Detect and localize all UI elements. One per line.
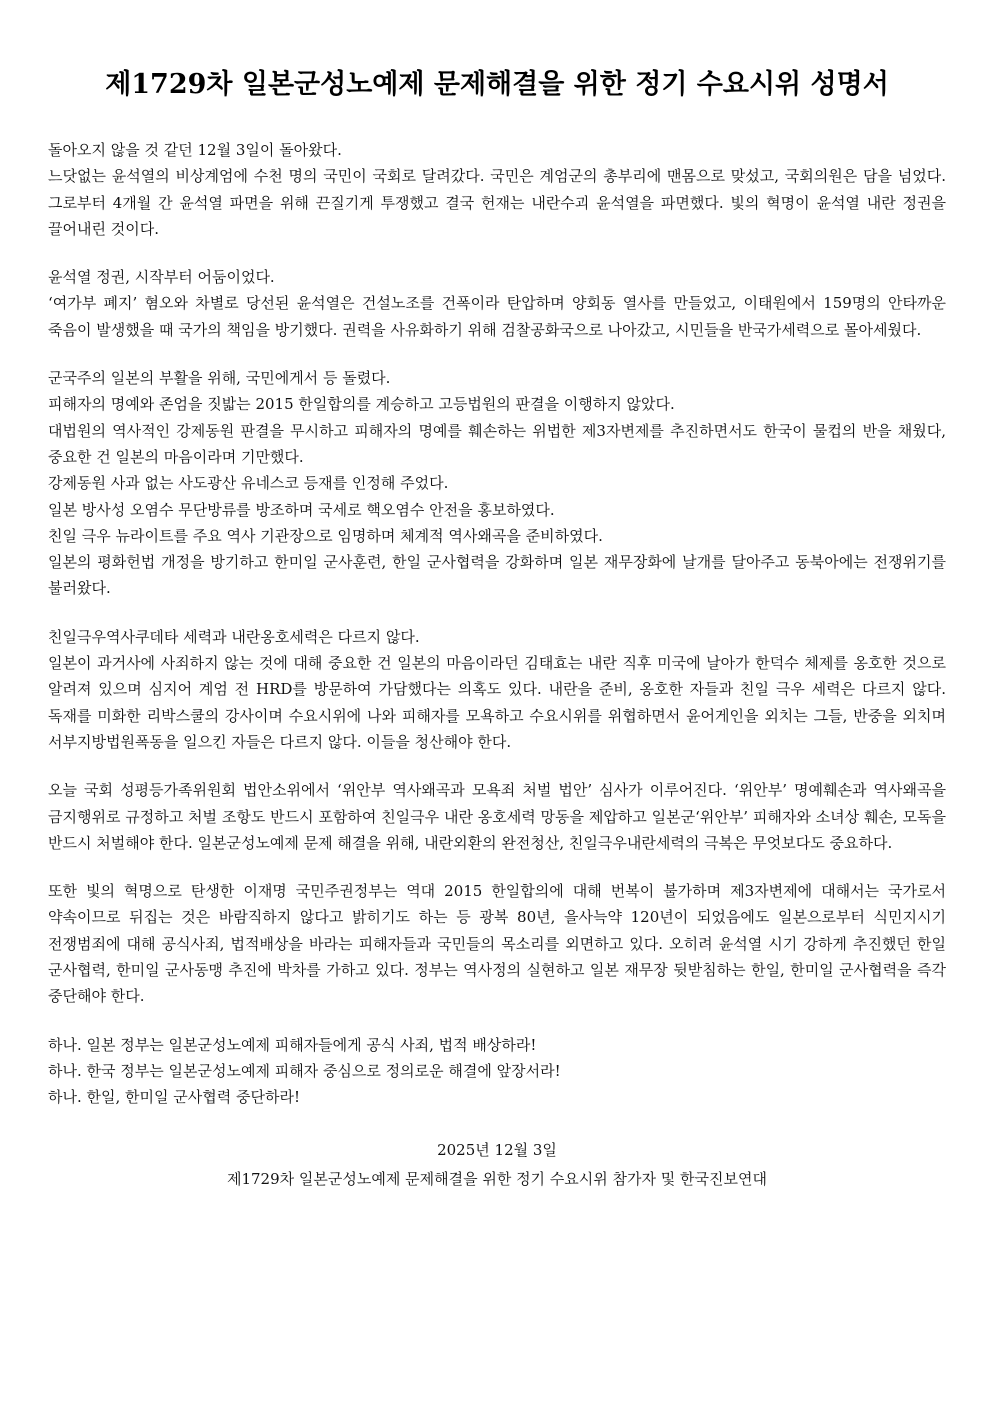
section-lead: 군국주의 일본의 부활을 위해, 국민에게서 등 돌렸다. bbox=[48, 369, 391, 388]
section-4 bbox=[48, 624, 946, 755]
section-line: 피해자의 명예와 존엄을 짓밟는 2015 한일합의를 계승하고 고등법원의 판결을 이행하지 않았다. bbox=[48, 395, 675, 414]
slogan-item: 하나. 한국 정부는 일본군성노예제 피해자 중심으로 정의로운 해결에 앞장서라! bbox=[48, 1061, 561, 1080]
section-line: 일본의 평화헌법 개정을 방기하고 한미일 군사훈련, 한일 군사협력을 강화하며 일본 재무장화에 날개를 달아주고 동북아에는 전쟁위기를 불러왔다. bbox=[48, 553, 946, 598]
section-body: 느닷없는 윤석열의 비상계엄에 수천 명의 국민이 국회로 달려갔다. 국민은 계엄군의 총부리에 맨몸으로 맞섰고, 국회의원은 담을 넘었다. 그로부터 4개월 간 윤석열 파면을 위해 끈질기게 투쟁했고 결국 헌재는 내란수괴 윤석열을 파면했다. 빛의 혁명이 윤석열 내란 정권을 끌어내린 것이다. bbox=[48, 167, 946, 238]
section-2 bbox=[48, 264, 946, 343]
section-line: 일본 방사성 오염수 무단방류를 방조하며 국세로 핵오염수 안전을 홍보하였다. bbox=[48, 500, 555, 519]
section-body: 또한 빛의 혁명으로 탄생한 이재명 국민주권정부는 역대 2015 한일합의에 대해 번복이 불가하며 제3자변제에 대해서는 국가로서 약속이므로 뒤집는 것은 바람직하지 않다고 밝히기도 하는 등 광복 80년, 을사늑약 120년이 되었음에도 일본으로부터 식민지시기 전쟁범죄에 대해 공식사죄, 법적배상을 바라는 피해자들과 국민들의 목소리를 외면하고 있다. 오히려 윤석열 시기 강하게 추진했던 한일 군사협력, 한미일 군사동맹 추진에 박차를 가하고 있다. 정부는 역사정의 실현하고 일본 재무장 뒷받침하는 한일, 한미일 군사협력을 즉각 중단해야 한다. bbox=[48, 882, 946, 1006]
section-body: 오늘 국회 성평등가족위원회 법안소위에서 ‘위안부 역사왜곡과 모욕죄 처벌 법안’ 심사가 이루어진다. ‘위안부’ 명예훼손과 역사왜곡을 금지행위로 규정하고 처벌 조항도 반드시 포함하여 친일극우 내란 옹호세력 망동을 제압하고 일본군‘위안부’ 피해자와 소녀상 훼손, 모독을 반드시 처벌해야 한다. 일본군성노예제 문제 해결을 위해, 내란외환의 완전청산, 친일극우내란세력의 극복은 무엇보다도 중요하다. bbox=[48, 781, 946, 852]
statement-page bbox=[48, 62, 946, 1194]
slogan-item: 하나. 일본 정부는 일본군성노예제 피해자들에게 공식 사죄, 법적 배상하라! bbox=[48, 1035, 537, 1054]
statement-footer bbox=[48, 1136, 946, 1194]
statement-date: 2025년 12월 3일 bbox=[437, 1140, 557, 1159]
section-3 bbox=[48, 365, 946, 602]
section-5 bbox=[48, 777, 946, 856]
slogan-list bbox=[48, 1032, 946, 1111]
section-lead: 돌아오지 않을 것 같던 12월 3일이 돌아왔다. bbox=[48, 141, 342, 159]
slogan-item: 하나. 한일, 한미일 군사협력 중단하라! bbox=[48, 1088, 300, 1107]
page-title: 제1729차 일본군성노예제 문제해결을 위한 정기 수요시위 성명서 bbox=[105, 69, 889, 100]
statement-signatory: 제1729차 일본군성노예제 문제해결을 위한 정기 수요시위 참가자 및 한국진보연대 bbox=[226, 1169, 767, 1188]
section-lead: 윤석열 정권, 시작부터 어둠이었다. bbox=[48, 268, 275, 287]
section-1 bbox=[48, 137, 946, 242]
section-line: 강제동원 사과 없는 사도광산 유네스코 등재를 인정해 주었다. bbox=[48, 474, 449, 493]
section-body: 일본이 과거사에 사죄하지 않는 것에 대해 중요한 건 일본의 마음이라던 김태효는 내란 직후 미국에 날아가 한덕수 체제를 옹호한 것으로 알려져 있으며 심지어 계엄 전 HRD를 방문하여 가담했다는 의혹도 있다. 내란을 준비, 옹호한 자들과 친일 극우 세력은 다르지 않다. 독재를 미화한 리박스쿨의 강사이며 수요시위에 나와 피해자를 모욕하고 수요시위를 위협하면서 윤어게인을 외치는 그들, 반중을 외치며 서부지방법원폭동을 일으킨 자들은 다르지 않다. 이들을 청산해야 한다. bbox=[48, 654, 946, 751]
section-line: 대법원의 역사적인 강제동원 판결을 무시하고 피해자의 명예를 훼손하는 위법한 제3자변제를 추진하면서도 한국이 물컵의 반을 채웠다, 중요한 건 일본의 마음이라며 기만했다. bbox=[48, 421, 946, 466]
section-lead: 친일극우역사쿠데타 세력과 내란옹호세력은 다르지 않다. bbox=[48, 627, 420, 646]
section-line: 친일 극우 뉴라이트를 주요 역사 기관장으로 임명하며 체계적 역사왜곡을 준비하였다. bbox=[48, 526, 603, 545]
section-body: ‘여가부 폐지’ 혐오와 차별로 당선된 윤석열은 건설노조를 건폭이라 탄압하며 양회동 열사를 만들었고, 이태원에서 159명의 안타까운 죽음이 발생했을 때 국가의 책임을 방기했다. 권력을 사유화하기 위해 검찰공화국으로 나아갔고, 시민들을 반국가세력으로 몰아세웠다. bbox=[48, 294, 946, 339]
section-6 bbox=[48, 878, 946, 1009]
